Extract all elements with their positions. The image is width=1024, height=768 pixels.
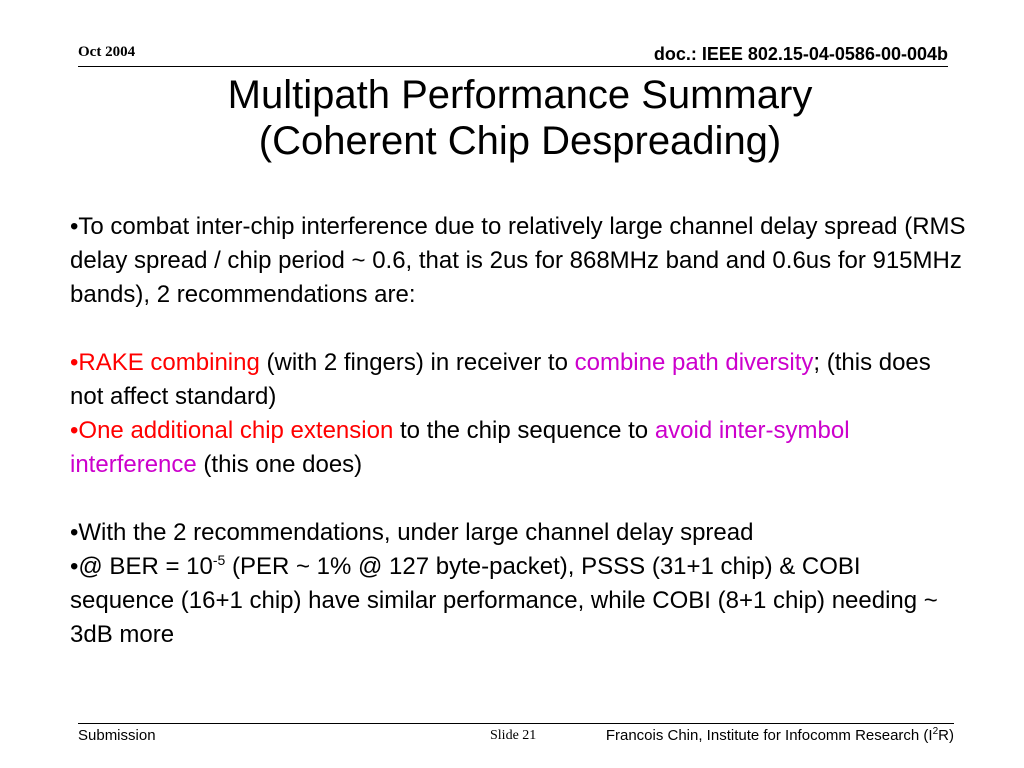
footer-divider [78,723,954,724]
ber-exponent: -5 [212,552,226,568]
slide-title-line2: (Coherent Chip Despreading) [258,119,782,163]
paragraph-gap [70,312,970,346]
isi-highlight: avoid inter-symbol interference [70,417,850,478]
footer-slide-number: Slide 21 [490,728,537,743]
chip-extension-highlight: One additional chip extension [78,417,394,444]
slide-title-line1: Multipath Performance Summary [227,73,813,117]
chip-text-1: to the chip sequence to [393,417,655,444]
bullet-recommendations: •With the 2 recommendations, under large channel delay spread [70,519,754,546]
paragraph-gap [70,482,970,516]
footer-author-prefix: Francois Chin, Institute for Infocomm Research (I [605,727,933,744]
path-diversity-highlight: combine path diversity [574,349,814,376]
slide-body [70,210,970,652]
footer-submission: Submission [78,727,156,744]
ber-rest: (PER ~ 1% @ 127 byte-packet), PSSS (31+1 chip) & COBI sequence (16+1 chip) have similar performance, while COBI (8+1 chip) needing ~ 3dB more [70,553,938,648]
bullet-chip-marker: • [70,417,79,444]
footer-author [606,727,954,744]
header-date: Oct 2004 [78,44,136,60]
rake-text-1: (with 2 fingers) in receiver to [259,349,575,376]
footer-author-suffix: R) [938,727,954,744]
bullet-intro: •To combat inter-chip interference due to relatively large channel delay spread (RMS delay spread / chip period ~ 0.6, that is 2us for 868MHz band and 0.6us for 915MHz bands), 2 recommendations are: [70,213,966,308]
chip-text-2: (this one does) [196,451,363,478]
rake-text-2: ; (this does not affect standard) [70,349,931,410]
footer-author-sup: 2 [932,726,939,737]
slide-title [0,72,1024,164]
bullet-rake [70,346,970,414]
bullet-rake-marker: • [70,349,79,376]
rake-combining-highlight: RAKE combining [78,349,260,376]
header-doc-id: doc.: IEEE 802.15-04-0586-00-004b [653,44,948,64]
header-divider [78,66,948,67]
bullet-chip-extension [70,414,970,482]
ber-prefix: •@ BER = 10 [70,553,213,580]
bullet-ber [70,550,970,652]
